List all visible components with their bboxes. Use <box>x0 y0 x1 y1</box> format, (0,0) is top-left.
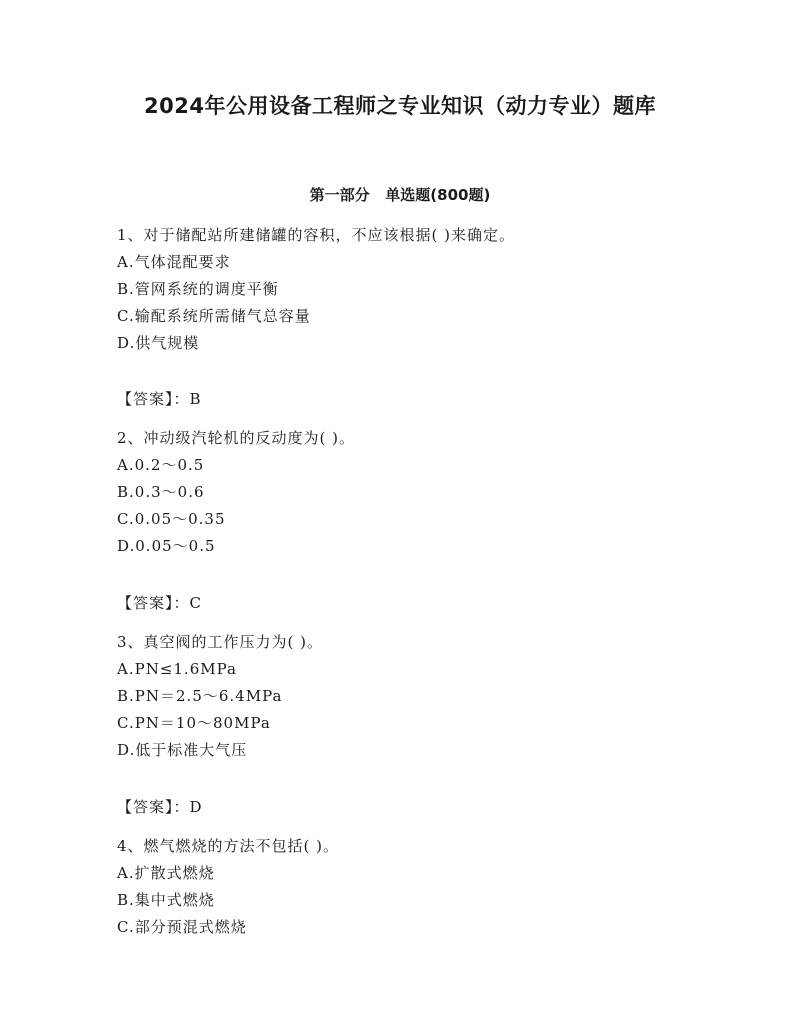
option-c: C.输配系统所需储气总容量 <box>117 307 311 325</box>
question-stem: 2、冲动级汽轮机的反动度为( )。 <box>117 429 356 447</box>
section-title: 第一部分 单选题(800题) <box>309 186 491 204</box>
option-c: C.PN＝10～80MPa <box>117 714 271 732</box>
question-stem: 4、燃气燃烧的方法不包括( )。 <box>117 837 340 855</box>
question-stem: 3、真空阀的工作压力为( )。 <box>117 633 324 651</box>
option-a: A.0.2～0.5 <box>117 456 205 474</box>
answer-1: 【答案】：B <box>117 390 202 408</box>
answer-3: 【答案】：D <box>117 798 203 816</box>
option-b: B.管网系统的调度平衡 <box>117 280 279 298</box>
question-4 <box>117 833 339 941</box>
option-b: B.0.3～0.6 <box>117 483 205 501</box>
option-c: C.部分预混式燃烧 <box>117 918 247 936</box>
document-title: 2024年公用设备工程师之专业知识（动力专业）题库 <box>144 94 656 118</box>
question-2 <box>117 425 355 560</box>
option-c: C.0.05～0.35 <box>117 510 226 528</box>
option-d: D.低于标准大气压 <box>117 741 248 759</box>
question-1 <box>117 222 515 357</box>
option-a: A.气体混配要求 <box>117 253 231 271</box>
option-d: D.供气规模 <box>117 334 200 352</box>
question-stem: 1、对于储配站所建储罐的容积，不应该根据( )来确定。 <box>117 226 516 244</box>
option-b: B.PN＝2.5～6.4MPa <box>117 687 283 705</box>
answer-2: 【答案】：C <box>117 594 202 612</box>
question-3 <box>117 629 323 764</box>
option-b: B.集中式燃烧 <box>117 891 215 909</box>
option-a: A.扩散式燃烧 <box>117 864 215 882</box>
option-d: D.0.05～0.5 <box>117 537 216 555</box>
option-a: A.PN≤1.6MPa <box>117 660 237 678</box>
